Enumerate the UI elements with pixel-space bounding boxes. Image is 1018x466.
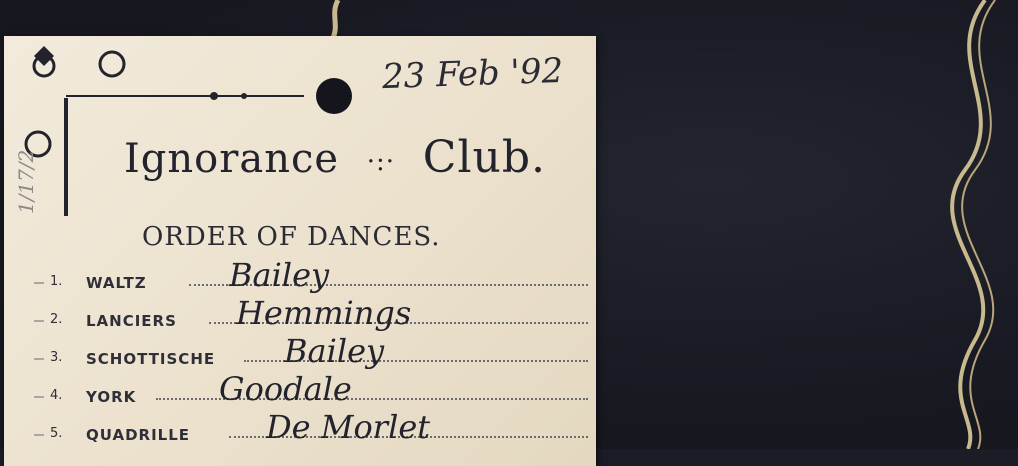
dance-list [4,256,596,454]
pencil-tick [34,434,44,436]
dance-number: 5. [50,426,63,441]
dance-name: SCHOTTISCHE [86,350,216,368]
margin-note: 1/17/2 [14,149,38,214]
dance-card [4,36,596,466]
partner-name: Goodale [219,370,352,408]
ornament-corner-icon [4,36,304,226]
title-left: Ignorance [124,136,340,182]
dance-name: LANCIERS [86,312,177,330]
partner-name: Bailey [229,256,330,294]
pencil-tick [34,396,44,398]
dance-number: 4. [50,388,63,403]
partner-name: Hemmings [236,294,412,332]
partner-name: Bailey [284,332,385,370]
pencil-tick [34,358,44,360]
dance-number: 3. [50,350,63,365]
dance-name: YORK [86,388,137,406]
order-heading: ORDER OF DANCES. [142,222,441,252]
dance-row [4,408,596,454]
title-separator: ·:· [366,147,396,177]
partner-name: De Morlet [266,408,431,446]
title-right: Club. [422,132,547,183]
dance-number: 2. [50,312,63,327]
club-title [124,132,546,183]
dance-name: WALTZ [86,274,147,292]
handwritten-date: 23 Feb '92 [381,50,564,98]
dance-name: QUADRILLE [86,426,191,444]
dance-number: 1. [50,274,63,289]
punch-hole [316,78,352,114]
pencil-tick [34,320,44,322]
pencil-tick [34,282,44,284]
